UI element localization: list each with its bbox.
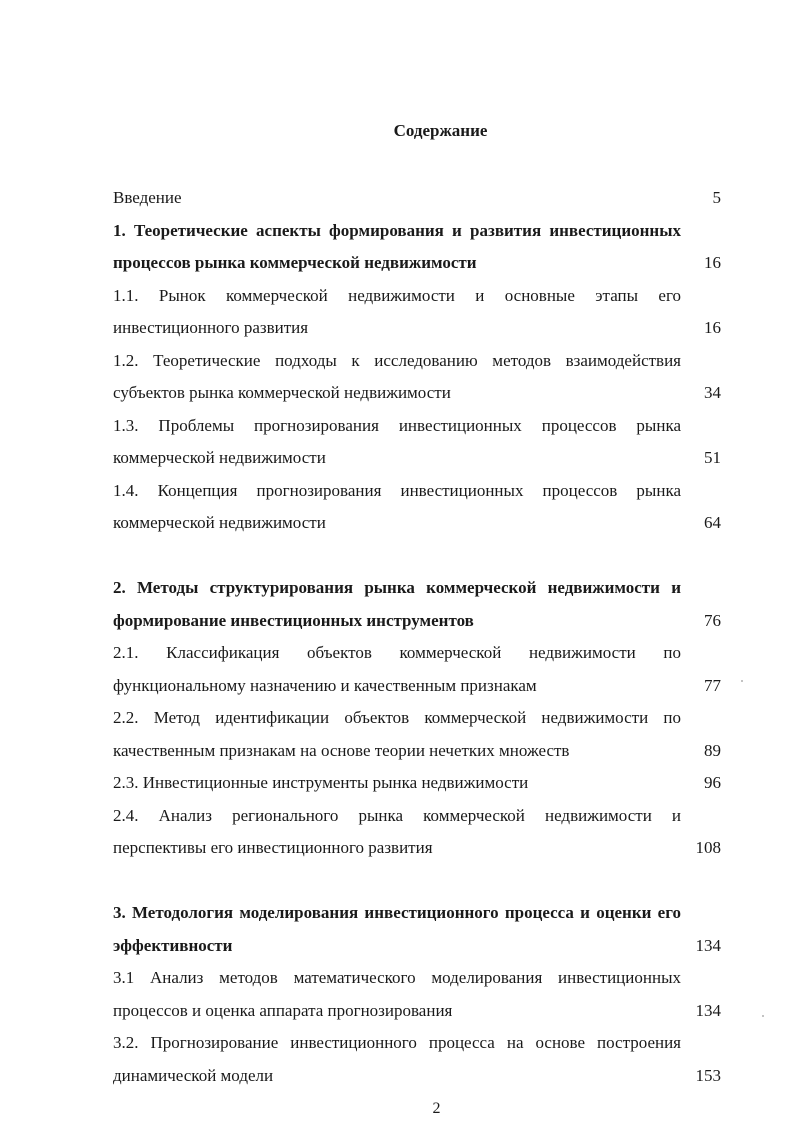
toc-entry-page: 16 bbox=[704, 253, 721, 272]
toc-entry-page: 89 bbox=[704, 740, 721, 760]
toc-entry-1-2 bbox=[113, 345, 721, 410]
toc-entry-page: 153 bbox=[695, 1065, 721, 1085]
section-gap bbox=[113, 865, 721, 898]
toc-entry-text: 2.1. Классификация объектов коммерческой недвижимости по функциональному назначению и качественным признакам bbox=[113, 643, 681, 695]
section-gap bbox=[113, 540, 721, 573]
toc-entry-page: 16 bbox=[704, 318, 721, 337]
scan-speck bbox=[741, 680, 743, 682]
toc-entry-3-2 bbox=[113, 1027, 721, 1092]
toc-entry-text: 2.3. Инвестиционные инструменты рынка недвижимости bbox=[113, 773, 529, 792]
toc-entry-page: 134 bbox=[695, 935, 721, 955]
toc-entry-chapter-3 bbox=[113, 897, 721, 962]
toc-entry-text: 1. Теоретические аспекты формирования и развития инвестиционных процессов рынка коммерческой недвижимости bbox=[113, 220, 681, 272]
toc-entry-text: 2.2. Метод идентификации объектов коммерческой недвижимости по качественным признакам на основе теории нечетких множеств bbox=[113, 708, 681, 760]
toc-entry-1-1 bbox=[113, 280, 721, 345]
toc-entry-text: Введение bbox=[113, 188, 182, 207]
toc-entry-chapter-2 bbox=[113, 572, 721, 637]
toc-entry-text: 2. Методы структурирования рынка коммерческой недвижимости и формирование инвестиционных инструментов bbox=[113, 578, 681, 630]
toc-entry-1-4 bbox=[113, 475, 721, 540]
toc-entry-page: 64 bbox=[704, 513, 721, 532]
toc-entry-2-3 bbox=[113, 767, 721, 800]
toc-entry-1-3 bbox=[113, 410, 721, 475]
toc-entry-page: 76 bbox=[704, 610, 721, 630]
scan-speck bbox=[762, 1015, 764, 1017]
toc-entry-2-2 bbox=[113, 702, 721, 767]
toc-entry-page: 51 bbox=[704, 448, 721, 467]
toc-entry-introduction bbox=[113, 182, 721, 215]
page-number: 2 bbox=[432, 1100, 441, 1117]
toc-entry-page: 96 bbox=[704, 773, 721, 792]
toc-entry-page: 134 bbox=[695, 1000, 721, 1020]
toc-entry-text: 3.1 Анализ методов математического моделирования инвестиционных процессов и оценка аппарата прогнозирования bbox=[113, 968, 681, 1020]
toc-entry-page: 5 bbox=[712, 188, 721, 207]
toc-entry-2-4 bbox=[113, 800, 721, 865]
toc-entry-text: 1.3. Проблемы прогнозирования инвестиционных процессов рынка коммерческой недвижимости bbox=[113, 415, 681, 467]
toc-entry-chapter-1 bbox=[113, 215, 721, 280]
toc-entry-text: 2.4. Анализ регионального рынка коммерческой недвижимости и перспективы его инвестиционного развития bbox=[113, 805, 681, 857]
table-of-contents bbox=[113, 182, 721, 1092]
toc-entry-text: 3. Методология моделирования инвестиционного процесса и оценки его эффективности bbox=[113, 903, 681, 955]
toc-entry-text: 1.4. Концепция прогнозирования инвестиционных процессов рынка коммерческой недвижимости bbox=[113, 480, 681, 532]
toc-entry-text: 1.1. Рынок коммерческой недвижимости и основные этапы его инвестиционного развития bbox=[113, 285, 681, 337]
toc-entry-text: 1.2. Теоретические подходы к исследованию методов взаимодействия субъектов рынка коммерческой недвижимости bbox=[113, 350, 681, 402]
toc-entry-3-1 bbox=[113, 962, 721, 1027]
toc-entry-page: 77 bbox=[704, 675, 721, 695]
toc-entry-page: 108 bbox=[695, 838, 721, 857]
page-title: Содержание bbox=[393, 121, 488, 140]
toc-entry-text: 3.2. Прогнозирование инвестиционного процесса на основе построения динамической модели bbox=[113, 1033, 681, 1085]
toc-entry-page: 34 bbox=[704, 383, 721, 402]
toc-entry-2-1 bbox=[113, 637, 721, 702]
